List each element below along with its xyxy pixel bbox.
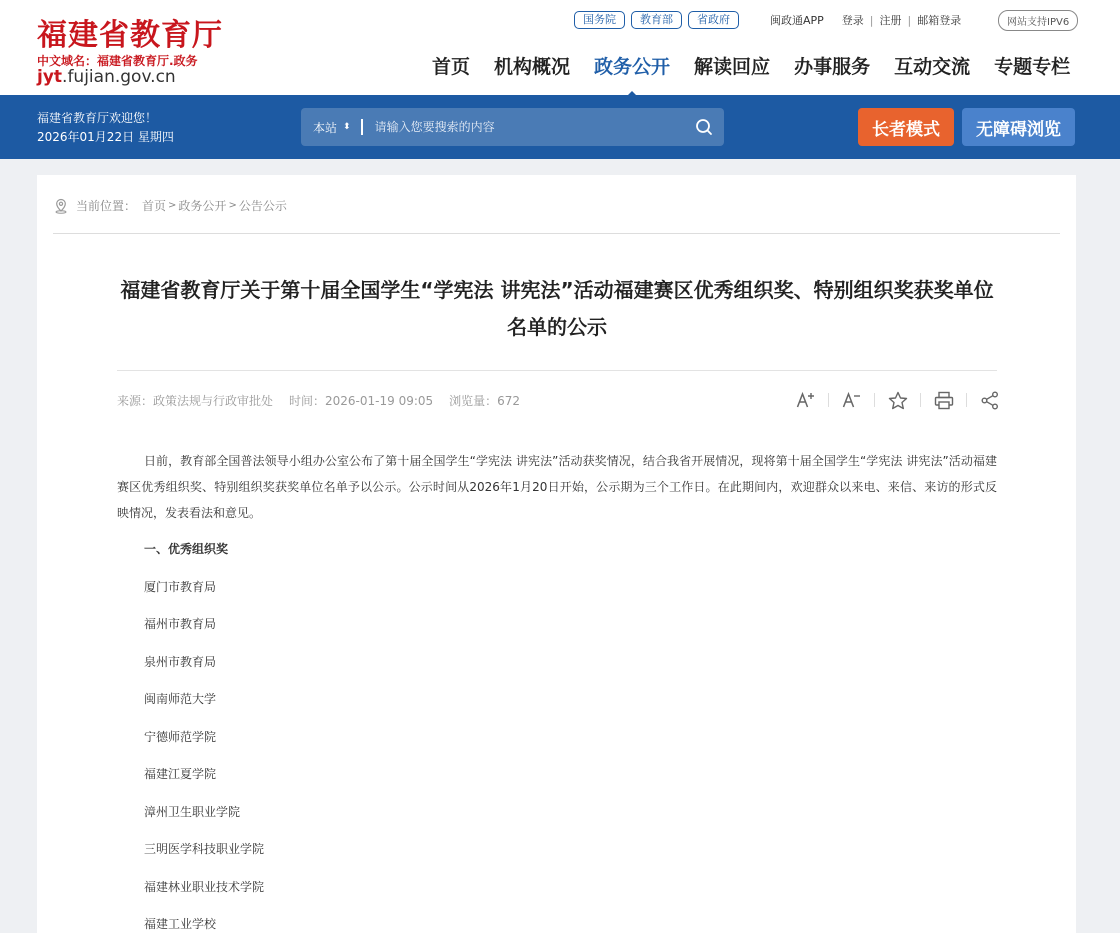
list-item: 福建工业学校: [144, 917, 217, 931]
meta-divider: [117, 370, 997, 371]
breadcrumb-home[interactable]: 首页: [142, 199, 167, 213]
login-link[interactable]: 登录: [841, 14, 864, 27]
list-item: 三明医学科技职业学院: [144, 842, 265, 856]
print-icon[interactable]: [932, 389, 955, 411]
logo-domain-prefix: jyt: [37, 67, 63, 87]
location-icon: [53, 198, 69, 214]
article-tools: [794, 389, 1001, 411]
welcome-text: 福建省教育厅欢迎您！: [37, 111, 158, 125]
search-icon[interactable]: [684, 108, 724, 146]
breadcrumb-government-affairs[interactable]: 政务公开: [178, 199, 227, 213]
share-icon[interactable]: [978, 389, 1001, 411]
nav-special-topics[interactable]: 专题专栏: [994, 56, 1071, 78]
accessible-browse-button[interactable]: 无障碍浏览: [962, 108, 1075, 146]
site-logo-title[interactable]: 福建省教育厅: [37, 18, 223, 53]
site-logo-cn-domain: 中文域名：福建省教育厅.政务: [37, 54, 198, 68]
quick-links: [574, 11, 739, 29]
list-item: 泉州市教育局: [144, 654, 217, 669]
chevron-right-icon: >: [228, 200, 237, 211]
font-increase-icon[interactable]: [794, 389, 817, 411]
quick-link-moe[interactable]: 教育部: [631, 11, 682, 29]
sort-arrows-icon: ⬍: [343, 121, 351, 132]
quick-link-province[interactable]: 省政府: [688, 11, 739, 29]
search-scope-label: 本站: [313, 120, 338, 135]
article-title: 福建省教育厅关于第十届全国学生“学宪法 讲宪法”活动福建赛区优秀组织奖、特别组织奖获奖单位名单的公示: [120, 278, 994, 339]
breadcrumb-label: 当前位置：: [76, 199, 137, 213]
top-links: [770, 12, 961, 28]
nav-organization[interactable]: 机构概况: [494, 56, 571, 78]
quick-link-state-council[interactable]: 国务院: [574, 11, 625, 29]
nav-home[interactable]: 首页: [432, 56, 471, 78]
list-item: 漳州卫生职业学院: [144, 804, 241, 819]
section-heading: 一、优秀组织奖: [144, 542, 229, 556]
mail-login-link[interactable]: 邮箱登录: [917, 14, 962, 27]
nav-government-affairs[interactable]: 政务公开: [582, 52, 682, 79]
breadcrumb-divider: [53, 233, 1060, 234]
article-intro: 日前，教育部全国普法领导小组办公室公布了第十届全国学生“学宪法 讲宪法”活动获奖情况，结合我省开展情况，现将第十届全国学生“学宪法 讲宪法”活动福建赛区优秀组织奖、特别组织奖获奖单位名单予以公示。公示时间从2026年1月20日开始，公示期为三个工作日。在此期间内，欢迎群众以来电、来信、来访的形式反映情况，发表看法和意见。: [117, 454, 997, 520]
main-nav: [420, 52, 1082, 79]
elder-mode-button[interactable]: 长者模式: [858, 108, 954, 146]
article-time: 时间：2026-01-19 09:05: [289, 394, 434, 408]
nav-interpretation[interactable]: 解读回应: [694, 56, 771, 78]
search-scope-select[interactable]: [301, 119, 361, 136]
register-link[interactable]: 注册: [879, 14, 902, 27]
list-item: 厦门市教育局: [144, 579, 217, 594]
breadcrumb-announcements[interactable]: 公告公示: [238, 199, 287, 213]
list-item: 闽南师范大学: [144, 692, 217, 706]
site-logo-domain: [37, 67, 176, 87]
article-source: 来源：政策法规与行政审批处: [117, 394, 274, 408]
current-date: 2026年01月22日 星期四: [37, 130, 174, 144]
utility-bar: [0, 95, 1120, 159]
font-decrease-icon[interactable]: [840, 389, 863, 411]
app-link[interactable]: 闽政通APP: [770, 14, 824, 27]
article-views: 浏览量：672: [449, 394, 521, 408]
nav-services[interactable]: 办事服务: [794, 56, 871, 78]
search-divider: [361, 119, 363, 135]
list-item: 宁德师范学院: [144, 729, 217, 744]
search-input[interactable]: [375, 120, 684, 134]
search-box: [301, 108, 724, 146]
list-item: 福建江夏学院: [144, 767, 217, 781]
breadcrumb: [53, 197, 287, 214]
list-item: 福州市教育局: [144, 617, 217, 631]
chevron-right-icon: >: [168, 200, 177, 211]
logo-domain-suffix: .fujian.gov.cn: [62, 67, 176, 87]
separator: |: [869, 13, 874, 27]
content-card: [37, 175, 1076, 933]
list-item: 福建林业职业技术学院: [144, 879, 265, 894]
nav-interaction[interactable]: 互动交流: [894, 56, 971, 78]
star-icon[interactable]: [886, 389, 909, 411]
separator: |: [907, 13, 912, 27]
article-meta: [117, 392, 520, 409]
ipv6-badge: 网站支持IPV6: [998, 10, 1078, 31]
article-body: [117, 448, 997, 933]
site-header: [0, 0, 1120, 95]
welcome-block: [37, 109, 174, 147]
